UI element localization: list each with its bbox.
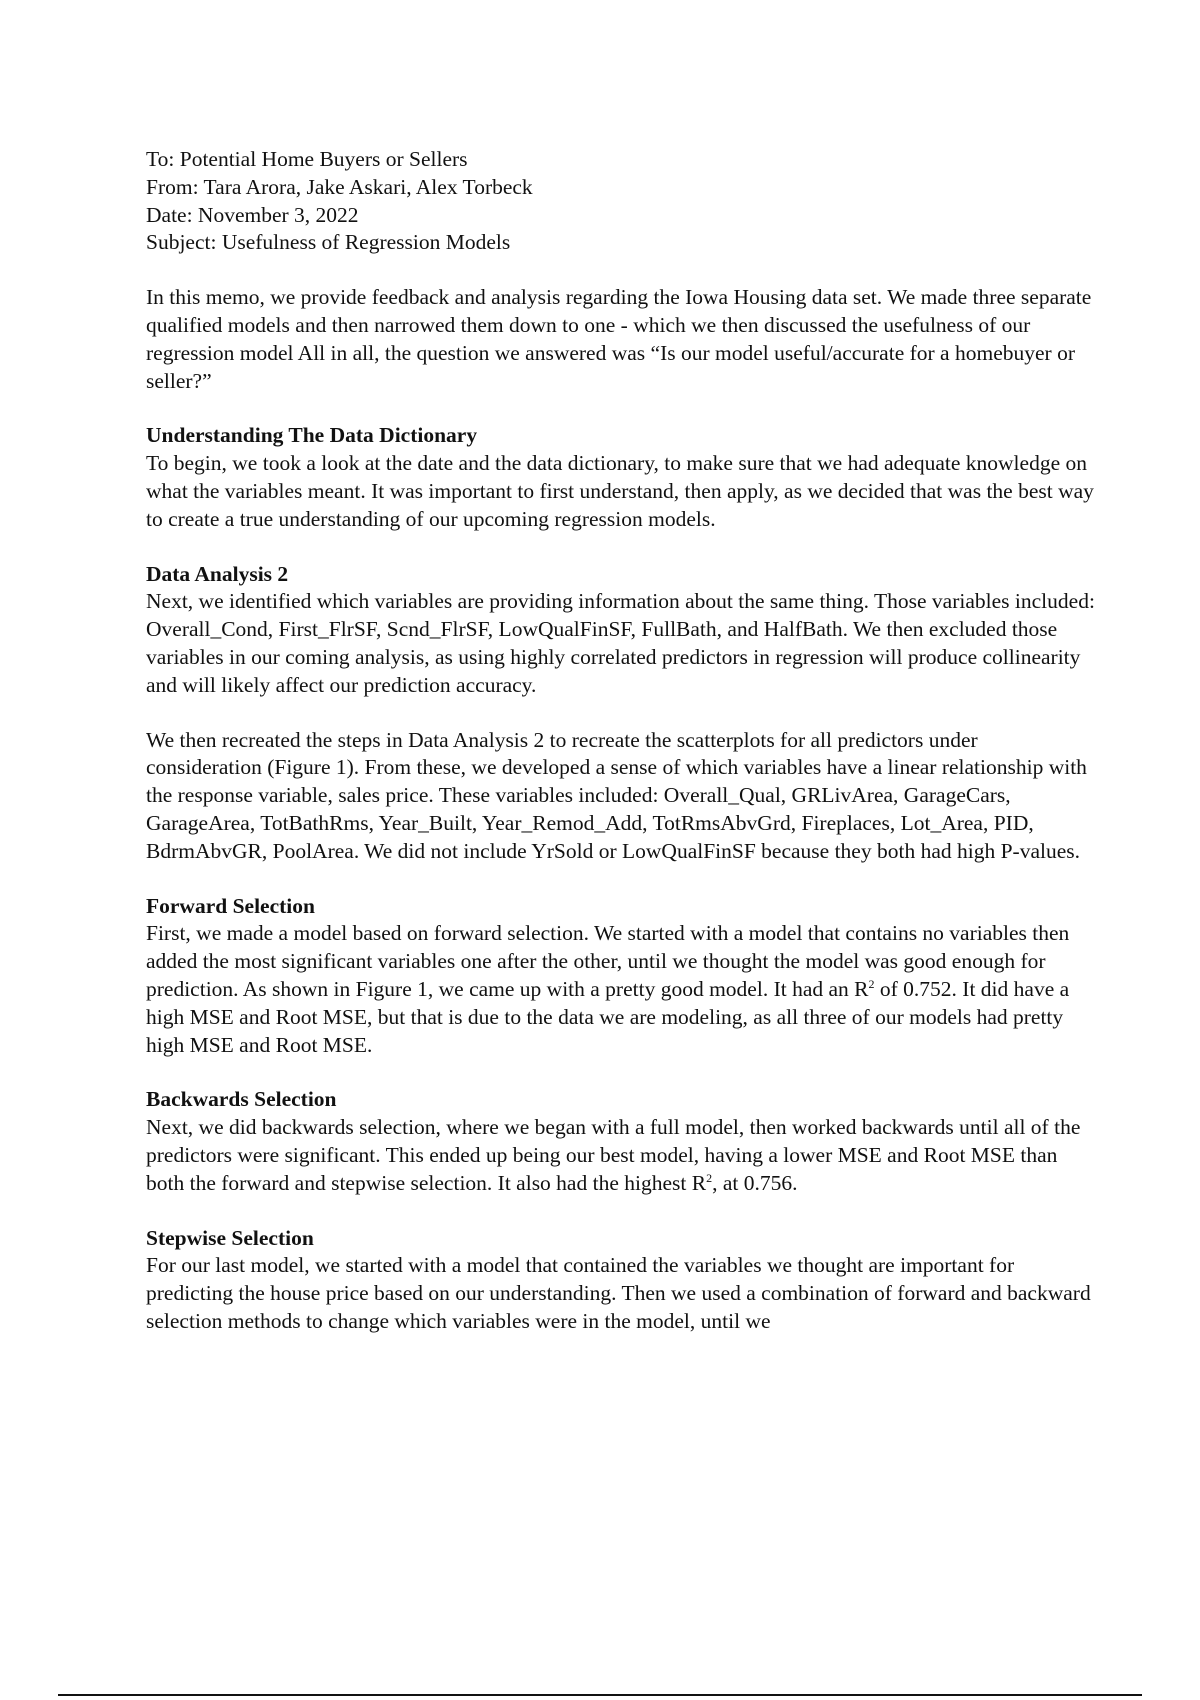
superscript: 2	[868, 976, 875, 991]
section-stepwise-selection	[146, 1225, 1096, 1336]
body-text: First, we made a model based on forward selection. We started with a model that contains no variables then added the most significant variables one after the other, until we thought the model was good enough for prediction. As shown in Figure 1, we came up with a pretty good model. It had an R	[146, 921, 1070, 1001]
memo-header	[146, 146, 1096, 257]
section-body: Next, we identified which variables are providing information about the same thing. Those variables included: Overall_Cond, First_FlrSF, Scnd_FlrSF, LowQualFinSF, FullBath, and HalfBath. We then excluded those variables in our coming analysis, as using highly correlated predictors in regression will produce collinearity and will likely affect our prediction accuracy.	[146, 589, 1095, 697]
body-text: of 0.752. It did have a high MSE and Root MSE, but that is due to the data we are modeling, as all three of our models had pretty high MSE and Root MSE.	[146, 976, 1070, 1057]
intro-paragraph: In this memo, we provide feedback and analysis regarding the Iowa Housing data set. We made three separate qualified models and then narrowed them down to one - which we then discussed the usefulness of our regression model All in all, the question we answered was “Is our model useful/accurate for a homebuyer or seller?”	[146, 285, 1092, 393]
memo-to: To: Potential Home Buyers or Sellers	[146, 147, 468, 171]
memo-date: Date: November 3, 2022	[146, 202, 359, 227]
section-data-dictionary	[146, 422, 1096, 533]
section-body: We then recreated the steps in Data Analysis 2 to recreate the scatterplots for all predictors under consideration (Figure 1). From these, we developed a sense of which variables have a linear relationship with the response variable, sales price. These variables included: Overall_Qual, GRLivArea, GarageCars, GarageArea, TotBathRms, Year_Built, Year_Remod_Add, TotRmsAbvGrd, Fireplaces, Lot_Area, PID, BdrmAbvGR, PoolArea. We did not include YrSold or LowQualFinSF because they both had high P-values.	[146, 727, 1087, 863]
section-forward-selection	[146, 893, 1096, 1060]
section-heading: Stepwise Selection	[146, 1225, 314, 1250]
body-text: Next, we did backwards selection, where we began with a full model, then worked backwards until all of the predictors were significant. This ended up being our best model, having a lower MSE and Root MSE than both the forward and stepwise selection. It also had the highest R	[146, 1115, 1081, 1195]
section-backwards-selection	[146, 1086, 1096, 1197]
section-body: To begin, we took a look at the date and the data dictionary, to make sure that we had adequate knowledge on what the variables meant. It was important to first understand, then apply, as we decided that was the best way to create a true understanding of our upcoming regression models.	[146, 451, 1094, 531]
memo-subject: Subject: Usefulness of Regression Models	[146, 230, 511, 255]
section-heading: Forward Selection	[146, 893, 315, 918]
section-heading: Backwards Selection	[146, 1087, 337, 1112]
section-body	[146, 920, 1096, 1059]
section-data-analysis	[146, 561, 1096, 866]
body-text: , at 0.756.	[712, 1170, 798, 1195]
section-heading: Understanding The Data Dictionary	[146, 423, 478, 448]
memo-page	[146, 146, 1096, 1363]
section-body: For our last model, we started with a model that contained the variables we thought are important for predicting the house price based on our understanding. Then we used a combination of forward and backward selection methods to change which variables were in the model, until we	[146, 1253, 1091, 1333]
page-bottom-rule	[58, 1694, 1142, 1696]
section-heading: Data Analysis 2	[146, 561, 289, 586]
memo-from: From: Tara Arora, Jake Askari, Alex Torbeck	[146, 174, 533, 199]
superscript: 2	[706, 1170, 713, 1185]
section-body	[146, 1114, 1096, 1197]
